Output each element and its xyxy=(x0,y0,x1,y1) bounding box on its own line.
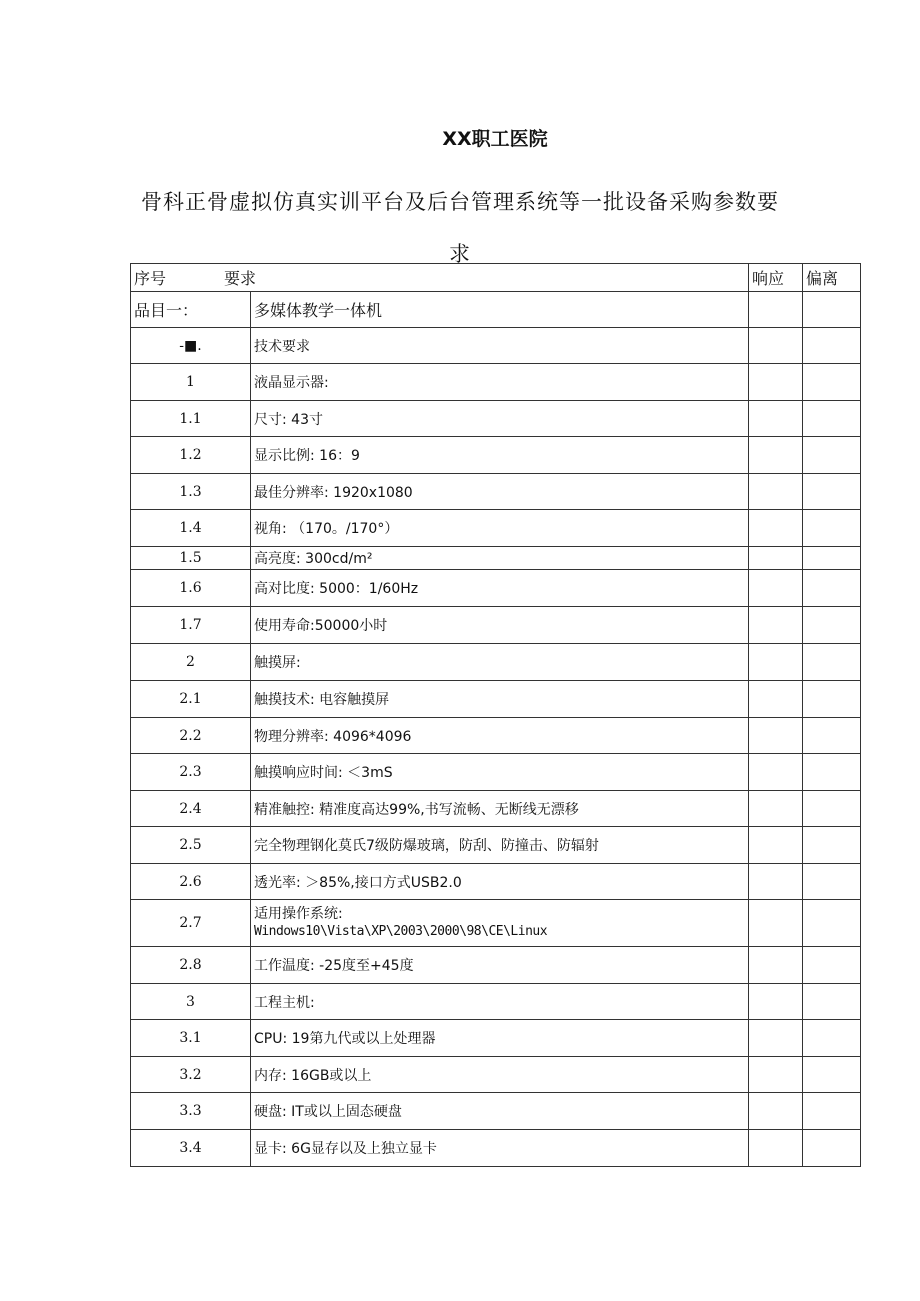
row-requirement: 使用寿命:50000小时 xyxy=(251,607,749,644)
deviation-cell xyxy=(803,791,861,827)
table-row xyxy=(131,1130,861,1167)
deviation-cell xyxy=(803,364,861,401)
table-row xyxy=(131,570,861,607)
spec-table xyxy=(130,263,861,1167)
deviation-cell xyxy=(803,864,861,900)
table-row xyxy=(131,827,861,864)
row-number: 2 xyxy=(131,644,251,681)
deviation-cell xyxy=(803,754,861,791)
deviation-cell xyxy=(803,644,861,681)
header-seq-req-cell xyxy=(131,264,749,292)
deviation-cell xyxy=(803,437,861,474)
table-row xyxy=(131,437,861,474)
response-cell xyxy=(749,292,803,328)
deviation-cell xyxy=(803,1130,861,1167)
deviation-cell xyxy=(803,607,861,644)
deviation-cell xyxy=(803,827,861,864)
row-requirement: 高亮度: 300cd/m² xyxy=(251,547,749,570)
response-cell xyxy=(749,474,803,510)
row-number: 1.1 xyxy=(131,401,251,437)
deviation-cell xyxy=(803,1093,861,1130)
row-requirement: 精准触控: 精准度高达99%,书写流畅、无断线无漂移 xyxy=(251,791,749,827)
item-name: 多媒体教学一体机 xyxy=(251,292,749,328)
table-row xyxy=(131,1057,861,1093)
row-requirement: 技术要求 xyxy=(251,328,749,364)
header-deviation: 偏离 xyxy=(803,264,861,292)
deviation-cell xyxy=(803,292,861,328)
row-requirement: 物理分辨率: 4096*4096 xyxy=(251,718,749,754)
row-requirement: 液晶显示器: xyxy=(251,364,749,401)
row-number: 1.3 xyxy=(131,474,251,510)
response-cell xyxy=(749,1020,803,1057)
response-cell xyxy=(749,328,803,364)
row-number: 3.2 xyxy=(131,1057,251,1093)
table-row xyxy=(131,401,861,437)
response-cell xyxy=(749,754,803,791)
row-number: 2.5 xyxy=(131,827,251,864)
row-number: -■. xyxy=(131,328,251,364)
row-number: 1.7 xyxy=(131,607,251,644)
row-requirement: 显示比例: 16：9 xyxy=(251,437,749,474)
header-req: 要求 xyxy=(224,269,257,288)
response-cell xyxy=(749,718,803,754)
row-requirement: CPU: 19第九代或以上处理器 xyxy=(251,1020,749,1057)
row-requirement: 内存: 16GB或以上 xyxy=(251,1057,749,1093)
response-cell xyxy=(749,791,803,827)
table-row xyxy=(131,947,861,984)
table-row xyxy=(131,328,861,364)
row-number: 2.2 xyxy=(131,718,251,754)
response-cell xyxy=(749,947,803,984)
response-cell xyxy=(749,681,803,718)
row-requirement: 工程主机: xyxy=(251,984,749,1020)
deviation-cell xyxy=(803,570,861,607)
row-requirement: 最佳分辨率: 1920x1080 xyxy=(251,474,749,510)
deviation-cell xyxy=(803,1020,861,1057)
response-cell xyxy=(749,1057,803,1093)
deviation-cell xyxy=(803,984,861,1020)
deviation-cell xyxy=(803,718,861,754)
response-cell xyxy=(749,644,803,681)
row-number: 3.3 xyxy=(131,1093,251,1130)
table-row xyxy=(131,1020,861,1057)
table-row xyxy=(131,607,861,644)
row-number: 2.6 xyxy=(131,864,251,900)
row-number: 1.2 xyxy=(131,437,251,474)
row-number: 3 xyxy=(131,984,251,1020)
deviation-cell xyxy=(803,328,861,364)
deviation-cell xyxy=(803,1057,861,1093)
row-number: 1.4 xyxy=(131,510,251,547)
response-cell xyxy=(749,1130,803,1167)
row-requirement: 视角: （170。/170°） xyxy=(251,510,749,547)
deviation-cell xyxy=(803,474,861,510)
row-number: 2.4 xyxy=(131,791,251,827)
organization-title: XX职工医院 xyxy=(442,128,548,150)
row-requirement-line1: 适用操作系统: xyxy=(254,906,343,922)
table-row xyxy=(131,510,861,547)
response-cell xyxy=(749,827,803,864)
row-requirement: 尺寸: 43寸 xyxy=(251,401,749,437)
document-title: 骨科正骨虚拟仿真实训平台及后台管理系统等一批设备采购参数要求 xyxy=(141,190,779,266)
deviation-cell xyxy=(803,401,861,437)
table-row xyxy=(131,718,861,754)
response-cell xyxy=(749,401,803,437)
row-requirement: 透光率: ＞85%,接口方式USB2.0 xyxy=(251,864,749,900)
row-requirement: 高对比度: 5000：1/60Hz xyxy=(251,570,749,607)
row-requirement: 工作温度: -25度至+45度 xyxy=(251,947,749,984)
row-requirement: 显卡: 6G显存以及上独立显卡 xyxy=(251,1130,749,1167)
table-row xyxy=(131,1093,861,1130)
row-requirement: 触摸技术: 电容触摸屏 xyxy=(251,681,749,718)
row-number: 2.1 xyxy=(131,681,251,718)
table-row xyxy=(131,791,861,827)
table-row xyxy=(131,547,861,570)
row-number: 2.8 xyxy=(131,947,251,984)
table-row xyxy=(131,681,861,718)
response-cell xyxy=(749,900,803,947)
row-number: 3.1 xyxy=(131,1020,251,1057)
table-row xyxy=(131,864,861,900)
row-number: 1.5 xyxy=(131,547,251,570)
item-label: 品目一： xyxy=(131,292,251,328)
table-row xyxy=(131,474,861,510)
table-row xyxy=(131,364,861,401)
response-cell xyxy=(749,437,803,474)
table-row xyxy=(131,984,861,1020)
row-requirement: 触摸响应时间: ＜3mS xyxy=(251,754,749,791)
deviation-cell xyxy=(803,900,861,947)
response-cell xyxy=(749,984,803,1020)
response-cell xyxy=(749,607,803,644)
row-number: 2.7 xyxy=(131,900,251,947)
row-requirement: 完全物理钢化莫氏7级防爆玻璃，防刮、防撞击、防辐射 xyxy=(251,827,749,864)
row-requirement-line2: Windows10\Vista\XP\2003\2000\98\CE\Linux xyxy=(254,924,548,939)
header-response: 响应 xyxy=(749,264,803,292)
header-seq: 序号 xyxy=(134,269,167,288)
row-number: 3.4 xyxy=(131,1130,251,1167)
row-requirement: 硬盘: IT或以上固态硬盘 xyxy=(251,1093,749,1130)
response-cell xyxy=(749,364,803,401)
response-cell xyxy=(749,1093,803,1130)
response-cell xyxy=(749,570,803,607)
table-row xyxy=(131,644,861,681)
row-number: 2.3 xyxy=(131,754,251,791)
row-requirement xyxy=(251,900,749,947)
deviation-cell xyxy=(803,681,861,718)
item-row xyxy=(131,292,861,328)
row-number: 1.6 xyxy=(131,570,251,607)
row-number: 1 xyxy=(131,364,251,401)
table-row xyxy=(131,900,861,947)
row-requirement: 触摸屏: xyxy=(251,644,749,681)
deviation-cell xyxy=(803,510,861,547)
response-cell xyxy=(749,864,803,900)
deviation-cell xyxy=(803,547,861,570)
response-cell xyxy=(749,510,803,547)
table-header-row xyxy=(131,264,861,292)
response-cell xyxy=(749,547,803,570)
deviation-cell xyxy=(803,947,861,984)
table-row xyxy=(131,754,861,791)
